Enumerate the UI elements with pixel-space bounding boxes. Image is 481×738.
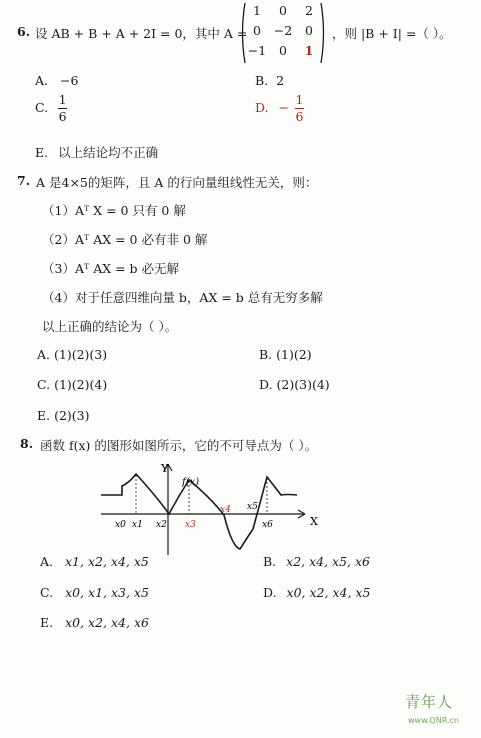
q6-stem-end: ，则 |B + I| =（ ）。: [332, 26, 452, 41]
option-text: 2: [276, 73, 285, 88]
option-label: E.: [40, 615, 54, 630]
q8-number: 8.: [20, 436, 34, 451]
option-label: B.: [259, 347, 273, 362]
option-text: x0, x2, x4, x5: [286, 585, 371, 600]
matrix-cell: 1: [253, 3, 261, 18]
option-label: C.: [35, 99, 49, 115]
option-text: x2, x4, x5, x6: [286, 554, 371, 569]
q7-statement: （2）Aᵀ AX = 0 必有非 0 解: [42, 232, 208, 247]
option-fraction: $\frac{1}{6}$: [58, 92, 67, 124]
option-sign: −: [278, 99, 290, 115]
tick-label-x3: x3: [185, 520, 196, 530]
q6-option-c[interactable]: [35, 93, 67, 124]
option-text: (1)(2): [276, 347, 312, 362]
q6-option-e[interactable]: [35, 143, 158, 161]
option-text: (1)(2)(4): [54, 377, 108, 392]
watermark-url: www.QNR.cn: [407, 716, 459, 725]
option-text: (2)(3): [54, 408, 90, 423]
q7-statement: （3）Aᵀ AX = b 必无解: [42, 261, 180, 276]
q8-option-a[interactable]: [40, 554, 149, 569]
q7-option-e[interactable]: [37, 408, 90, 423]
option-label: B.: [255, 73, 269, 88]
q6-option-b[interactable]: [255, 73, 284, 88]
option-label: A.: [40, 554, 54, 569]
option-label: A.: [35, 73, 49, 88]
option-label: C.: [37, 377, 51, 392]
q6-matrix: [239, 2, 327, 62]
tick-label-x2: x2: [156, 520, 167, 530]
option-label: D.: [259, 377, 273, 392]
matrix-cell: −2: [273, 23, 293, 38]
q7-statement: （1）Aᵀ X = 0 只有 0 解: [42, 203, 186, 218]
option-label: C.: [40, 585, 54, 600]
q7-prompt: 以上正确的结论为（ ）。: [42, 319, 178, 334]
q6-option-d[interactable]: [255, 93, 304, 124]
x-axis-label: X: [310, 515, 318, 528]
option-text: 以上结论均不正确: [58, 145, 159, 160]
tick-label-x5: x5: [247, 502, 258, 512]
option-label: E.: [37, 408, 51, 423]
matrix-cell: 2: [305, 3, 313, 18]
q7-stem: A 是4×5的矩阵，且 A 的行向量组线性无关，则：: [36, 175, 318, 190]
q8-option-d[interactable]: [263, 585, 370, 600]
option-text: x0, x2, x4, x6: [65, 615, 149, 630]
tick-label-x1: x1: [132, 520, 143, 530]
matrix-cell: 0: [279, 3, 287, 18]
matrix-cell: 1: [304, 43, 314, 58]
q7-option-d[interactable]: [259, 377, 330, 392]
curve-label: f(x): [182, 477, 200, 488]
option-text: −6: [60, 73, 79, 88]
matrix-cell: 0: [279, 43, 287, 58]
option-text: (1)(2)(3): [54, 347, 108, 362]
tick-label-x4: x4: [220, 505, 231, 515]
q8-stem: 函数 f(x) 的图形如图所示，它的不可导点为（ ）。: [40, 438, 318, 453]
q8-option-b[interactable]: [263, 554, 370, 569]
matrix-cell: 0: [305, 23, 313, 38]
q8-option-c[interactable]: [40, 585, 149, 600]
matrix-cell: 0: [253, 23, 261, 38]
y-axis-label: Y: [161, 462, 169, 475]
option-label: D.: [255, 99, 269, 115]
option-label: B.: [263, 554, 277, 569]
tick-label-x0: x0: [115, 520, 126, 530]
q7-option-a[interactable]: [37, 347, 107, 362]
q7-number: 7.: [17, 173, 31, 188]
option-text: (2)(3)(4): [276, 377, 330, 392]
q6-number: 6.: [17, 24, 31, 39]
q7-statement: （4）对于任意四维向量 b，AX = b 总有无穷多解: [42, 290, 323, 305]
q7-option-b[interactable]: [259, 347, 312, 362]
option-label: A.: [37, 347, 51, 362]
tick-label-x6: x6: [262, 520, 273, 530]
option-label: D.: [263, 585, 277, 600]
option-text: x1, x2, x4, x5: [65, 554, 149, 569]
matrix-cell: −1: [247, 43, 267, 58]
q8-option-e[interactable]: [40, 615, 149, 630]
option-fraction: $\frac{1}{6}$: [295, 92, 304, 124]
option-label: E.: [35, 145, 49, 160]
function-graph: [95, 455, 330, 560]
option-text: x0, x1, x3, x5: [65, 585, 149, 600]
q6-option-a[interactable]: [35, 73, 78, 88]
q6-stem: 设 AB + B + A + 2I = 0，其中 A =: [35, 26, 248, 41]
watermark-logo: 青年人: [404, 693, 453, 711]
q7-option-c[interactable]: [37, 377, 107, 392]
